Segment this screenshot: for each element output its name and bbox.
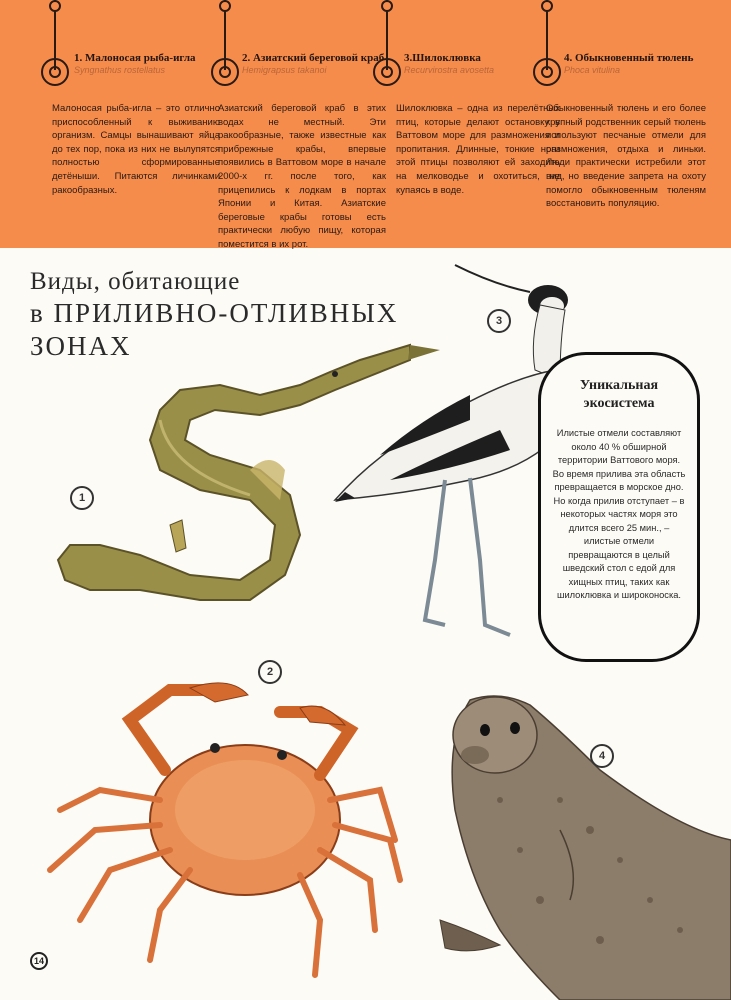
species-text: Азиатский береговой краб в этих водах не местный. Эти ракообразные, также известные как прибрежные крабы, впервые появились в Ваттовом море в начале 2000-х гг. после того, как прицепились к лодкам в портах Японии и Китая. Азиатские береговые крабы готовы есть практически любую пищу, которая поместится в их рот.	[218, 103, 386, 250]
page-number: 14	[30, 952, 48, 970]
species-name: 4. Обыкновенный тюлень	[564, 52, 694, 64]
species-latin: Syngnathus rostellatus	[74, 65, 166, 75]
species-text: Шилоклювка – одна из перелётных птиц, которые делают остановку в Ваттовом море для размножения и пропитания. Длинные, тонкие ноги этой птицы позволяют ей заходить на мелководье и охотиться, не купаясь в воде.	[396, 103, 560, 196]
species-latin: Recurvirostra avosetta	[404, 65, 495, 75]
marker-4: 4	[590, 744, 614, 768]
title-line-2: в ПРИЛИВНО-ОТЛИВНЫХ	[30, 298, 399, 328]
seal-illustration	[440, 696, 731, 1000]
species-name: 3.Шилоклювка	[404, 52, 481, 64]
species-latin: Hemigrapsus takanoi	[242, 65, 327, 75]
crab-illustration	[50, 683, 400, 975]
marker-2: 2	[258, 660, 282, 684]
marker-3: 3	[487, 309, 511, 333]
title-line-1: Виды, обитающие	[30, 268, 241, 295]
species-latin: Phoca vitulina	[564, 65, 621, 75]
ecosystem-text: Илистые отмели составляют около 40 % обширной территории Ваттового моря. Во время прилива эта область превращается в морское дно. Но когда прилив отступает – в некоторых частях моря это длится всего 25 мин., – илистые отмели превращаются в целый шведский стол с едой для хищных птиц, таких как шилоклювка и широконоска.	[552, 428, 686, 600]
title-line-3: ЗОНАХ	[30, 331, 132, 361]
marker-1: 1	[70, 486, 94, 510]
species-name: 2. Азиатский береговой краб	[242, 52, 385, 64]
species-text: Малоносая рыба-игла – это отлично приспособленный к выживанию организм. Самцы вынашивают яйца до тех пор, пока из них не вылупятся полностью сформированные детёныши. Питаются личинками ракообразных.	[52, 103, 220, 196]
ecosystem-info-box	[538, 352, 700, 662]
ecosystem-heading: Уникальная экосистема	[579, 378, 659, 411]
species-name: 1. Малоносая рыба-игла	[74, 52, 196, 64]
species-text: Обыкновенный тюлень и его более крупный родственник серый тюлень используют песчаные отмели для размножения, отдыха и линьки. Люди практически истребили этот вид, но введение запрета на охоту помогло обыкновенным тюленям восстановить популяцию.	[546, 103, 706, 210]
